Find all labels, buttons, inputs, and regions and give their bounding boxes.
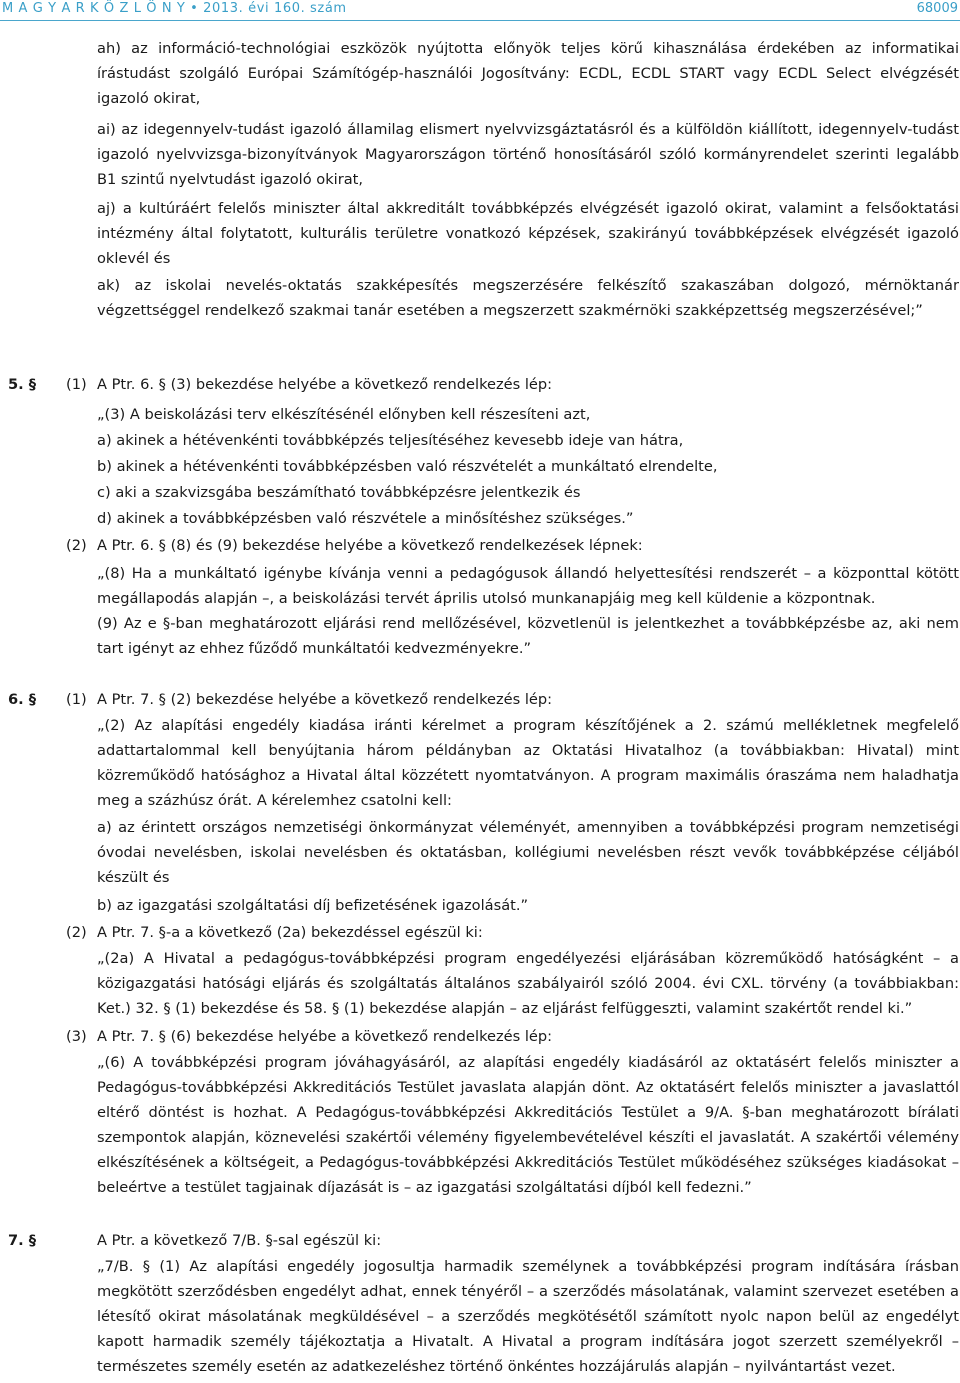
s6-p1-label: (1)	[66, 691, 87, 708]
page-number: 68009	[916, 1, 958, 16]
s6-p2-para: „(2a) A Hivatal a pedagógus-továbbképzési program engedélyezési eljárásában közreműködő hatóságként – a közigazgatási hatósági eljárás és szolgáltatás általános szabályairól szóló 2004. évi CXL. törvény (a továbbiakban: Ket.) 32. § (1) bekezdése és 58. § (1) bekezdése alapján – az eljárást felfüggeszti, valamint szakértőt rendel ki.”	[97, 950, 959, 1018]
journal-title: M A G Y A R K Ö Z L Ö N Y • 2013. évi 160. szám	[2, 1, 347, 16]
s6-p3-label: (3)	[66, 1028, 87, 1045]
s5-p2-para: „(8) Ha a munkáltató igénybe kívánja venni a pedagógusok állandó helyettesítési rendszerét – a központtal kötött megállapodás alapján –, a beiskolázási tervét április utolsó munkanapjáig meg kell küldenie a központnak.	[97, 565, 959, 608]
s5-p2-label: (2)	[66, 537, 87, 554]
s5-p1-line: d) akinek a továbbképzésben való részvétele a minősítéshez szükséges.”	[97, 510, 634, 527]
item-ai: ai) az idegennyelv-tudást igazoló államilag elismert nyelvvizsgáztatásról és a külföldön kiállított, idegennyelv-tudást igazoló nyelvvizsga-bizonyítványok Magyarországon történő honosításáról szóló kormányrendelet szerinti legalább B1 szintű nyelvtudást igazoló okirat,	[97, 121, 959, 189]
section-5-number: 5. §	[8, 376, 37, 393]
section-6-number: 6. §	[8, 691, 37, 708]
s5-p1-line: a) akinek a hétévenkénti továbbképzés teljesítéséhez kevesebb ideje van hátra,	[97, 432, 684, 449]
s6-p1-para: b) az igazgatási szolgáltatási díj befizetésének igazolását.”	[97, 897, 529, 914]
page-header	[0, 0, 960, 20]
s5-p1-label: (1)	[66, 376, 87, 393]
s6-p1-intro: A Ptr. 7. § (2) bekezdése helyébe a következő rendelkezés lép:	[97, 691, 553, 708]
s5-p1-line: c) aki a szakvizsgába beszámítható továbbképzésre jelentkezik és	[97, 484, 581, 501]
s6-p3-intro: A Ptr. 7. § (6) bekezdése helyébe a következő rendelkezés lép:	[97, 1028, 553, 1045]
s6-p2-intro: A Ptr. 7. §-a a következő (2a) bekezdéssel egészül ki:	[97, 924, 483, 941]
s6-p3-para: „(6) A továbbképzési program jóváhagyásáról, az alapítási engedély kiadásáról az oktatásért felelős miniszter a Pedagógus-továbbképzési Akkreditációs Testület javaslata alapján dönt. Az oktatásért felelős miniszter a javaslattól eltérő döntést is hozhat. A Pedagógus-továbbképzési Akkreditációs Testület a 9/A. §-ban meghatározott bírálati szempontok alapján, köznevelési szakértői vélemény figyelembevételével készíti el javaslatát. A szakértői vélemény elkészítésének a költségeit, a Pedagógus-továbbképzési Akkreditációs Testület működéséhez szükséges kiadásokat – beleértve a testület tagjainak díjazását is – az igazgatási szolgáltatási díjból kell fedezni.”	[97, 1054, 959, 1197]
s6-p1-para: a) az érintett országos nemzetiségi önkormányzat véleményét, amennyiben a továbbképzési program nemzetiségi óvodai nevelésben, iskolai nevelésben és oktatásban, kollégiumi nevelésben részt vevők továbbképzése céljából készült és	[97, 819, 959, 887]
s5-p2-intro: A Ptr. 6. § (8) és (9) bekezdése helyébe a következő rendelkezések lépnek:	[97, 537, 643, 554]
s5-p1-line: b) akinek a hétévenkénti továbbképzésben való részvételét a munkáltató elrendelte,	[97, 458, 718, 475]
s6-p1-para: „(2) Az alapítási engedély kiadása iránti kérelmet a program készítőjének a 2. számú mellékletnek megfelelő adattartalommal kell benyújtania három példányban az Oktatási Hivatalhoz (a továbbiakban: Hivatal) mint közreműködő hatósághoz a Hivatal által közzétett nyomtatványon. A program maximális óraszáma nem haladhatja meg a százhúsz órát. A kérelemhez csatolni kell:	[97, 717, 959, 810]
item-ah: ah) az információ-technológiai eszközök nyújtotta előnyök teljes körű kihasználása érdekében az informatikai írástudást szolgáló Európai Számítógép-használói Jogosítvány: ECDL, ECDL START vagy ECDL Select elvégzését igazoló okirat,	[97, 40, 959, 108]
s7-intro: A Ptr. a következő 7/B. §-sal egészül ki:	[97, 1232, 382, 1249]
s6-p2-label: (2)	[66, 924, 87, 941]
header-divider	[0, 20, 960, 21]
item-ak: ak) az iskolai nevelés-oktatás szakképesítés megszerzésére felkészítő szakaszában dolgozó, mérnöktanár végzettséggel rendelkező szakmai tanár esetében a megszerzett szakmérnöki szakképzettség megszerzésével;”	[97, 277, 959, 320]
item-aj: aj) a kultúráért felelős miniszter által akkreditált továbbképzés elvégzését igazoló okirat, valamint a felsőoktatási intézmény által folytatott, kulturális területre vonatkozó képzések, szakirányú továbbképzések elvégzését igazoló oklevél és	[97, 200, 959, 268]
s5-p2-para: (9) Az e §-ban meghatározott eljárási rend mellőzésével, közvetlenül is jelentkezhet a továbbképzésbe az, aki nem tart igényt az ehhez fűződő munkáltatói kedvezményekre.”	[97, 615, 959, 658]
s5-p1-line: „(3) A beiskolázási terv elkészítésénél előnyben kell részesíteni azt,	[97, 406, 591, 423]
s5-p1-intro: A Ptr. 6. § (3) bekezdése helyébe a következő rendelkezés lép:	[97, 376, 553, 393]
s7-para: „7/B. § (1) Az alapítási engedély jogosultja harmadik személynek a továbbképzési program indítására írásban megkötött szerződésben engedélyt adhat, ennek tényéről – a szerződés másolatának, valamint szervezet esetében a létesítő okirat másolatának megküldésével – a szerződés megkötésétől számított nyolc napon belül az engedélyt kapott harmadik személy tájékoztatja a Hivatalt. A Hivatal a program indítására jogot szerzett személyekről – természetes személy esetén az adatkezeléshez történő önkéntes hozzájárulás alapján – nyilvántartást vezet.	[97, 1258, 959, 1376]
section-7-number: 7. §	[8, 1232, 37, 1249]
